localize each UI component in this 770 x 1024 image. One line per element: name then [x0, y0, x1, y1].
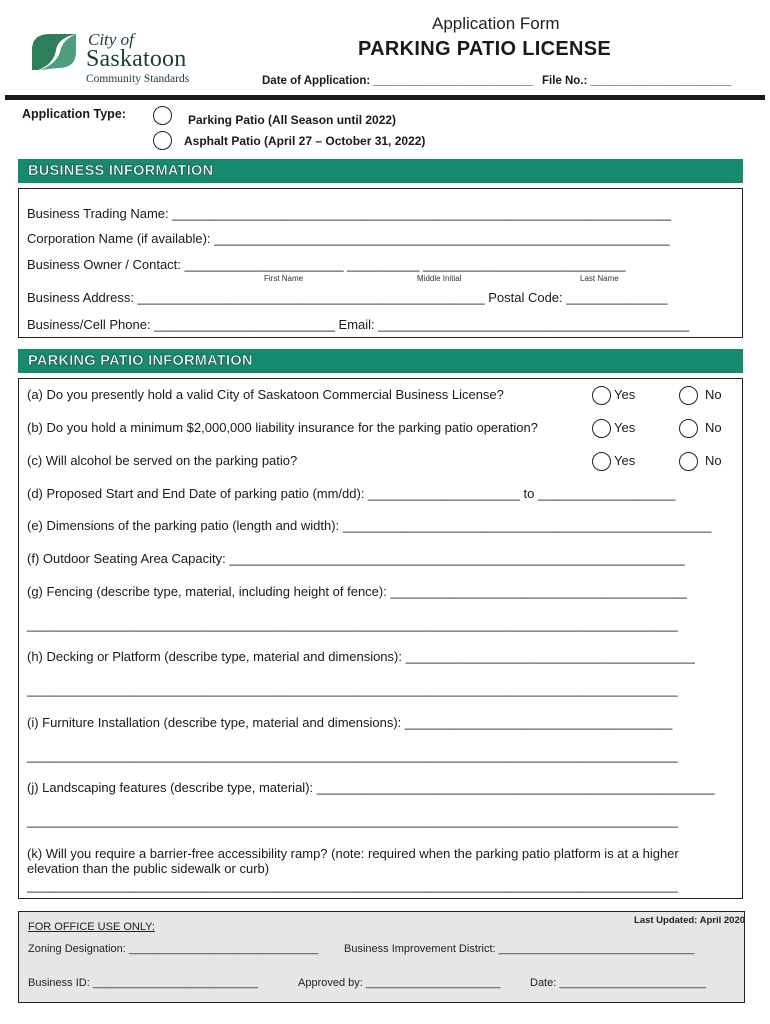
question-b-yes-label: Yes — [614, 420, 636, 435]
first-name-caption: First Name — [264, 274, 304, 283]
logo-city-of: City of — [88, 30, 134, 49]
question-i-field[interactable]: (i) Furniture Installation (describe type, material and dimensions): _____________________________________ — [27, 715, 673, 730]
parking-patio-information-heading: PARKING PATIO INFORMATION — [28, 353, 253, 369]
office-date-field[interactable]: Date: ________________________ — [530, 977, 707, 989]
office-use-heading: FOR OFFICE USE ONLY: — [28, 921, 155, 933]
form-kind: Application Form — [432, 14, 560, 33]
last-updated-note: Last Updated: April 2020 — [634, 915, 746, 926]
business-information-header — [18, 159, 743, 183]
business-address-field[interactable]: Business Address: ________________________________________________ Postal Code: ______________ — [27, 290, 668, 305]
question-b-no-radio[interactable] — [679, 419, 698, 438]
application-type-label: Application Type: — [22, 107, 126, 121]
city-swoosh-logo-icon — [28, 30, 80, 72]
business-id-field[interactable]: Business ID: ___________________________ — [28, 977, 258, 989]
question-g-extra-line[interactable]: __________________________________________________________________________________________ — [27, 617, 678, 632]
approved-by-field[interactable]: Approved by: ______________________ — [298, 977, 501, 989]
question-c-yes-radio[interactable] — [592, 452, 611, 471]
question-b-yes-radio[interactable] — [592, 419, 611, 438]
form-title: PARKING PATIO LICENSE — [358, 38, 611, 60]
question-a-no-radio[interactable] — [679, 386, 698, 405]
header-divider — [5, 95, 765, 100]
business-phone-email-field[interactable]: Business/Cell Phone: _________________________ Email: ___________________________________________ — [27, 317, 690, 332]
business-information-heading: BUSINESS INFORMATION — [28, 163, 214, 179]
question-k: (k) Will you require a barrier-free accessibility ramp? (note: required when the parking patio platform is at a higher — [27, 846, 679, 861]
question-f-field[interactable]: (f) Outdoor Seating Area Capacity: _______________________________________________________________ — [27, 551, 685, 566]
middle-initial-caption: Middle Initial — [417, 274, 462, 283]
question-i-extra-line[interactable]: __________________________________________________________________________________________ — [27, 748, 678, 763]
asphalt-patio-option-label: Asphalt Patio (April 27 – October 31, 2022) — [184, 134, 426, 148]
question-e-field[interactable]: (e) Dimensions of the parking patio (length and width): ___________________________________________________ — [27, 518, 712, 533]
question-a-yes-label: Yes — [614, 387, 636, 402]
file-number-field[interactable]: File No.: ______________________ — [542, 75, 732, 87]
parking-patio-option-label: Parking Patio (All Season until 2022) — [188, 113, 397, 127]
zoning-designation-field[interactable]: Zoning Designation: _______________________________ — [28, 943, 319, 955]
question-h-extra-line[interactable]: __________________________________________________________________________________________ — [27, 682, 678, 697]
question-a: (a) Do you presently hold a valid City of Saskatoon Commercial Business License? — [27, 387, 504, 402]
question-h-field[interactable]: (h) Decking or Platform (describe type, material and dimensions): ________________________________________ — [27, 649, 695, 664]
question-k-continued: elevation than the public sidewalk or curb) — [27, 861, 270, 876]
question-g-field[interactable]: (g) Fencing (describe type, material, including height of fence): _________________________________________ — [27, 584, 687, 599]
question-c: (c) Will alcohol be served on the parking patio? — [27, 453, 298, 468]
question-c-yes-label: Yes — [614, 453, 636, 468]
business-owner-field[interactable]: Business Owner / Contact: ______________________ __________ ____________________________ — [27, 257, 626, 272]
question-j-extra-line[interactable]: __________________________________________________________________________________________ — [27, 813, 678, 828]
logo-department: Community Standards — [86, 73, 190, 85]
question-a-yes-radio[interactable] — [592, 386, 611, 405]
question-b-no-label: No — [705, 420, 722, 435]
business-trading-name-field[interactable]: Business Trading Name: _____________________________________________________________________ — [27, 206, 672, 221]
question-b: (b) Do you hold a minimum $2,000,000 liability insurance for the parking patio operation? — [27, 420, 538, 435]
question-a-no-label: No — [705, 387, 722, 402]
question-k-answer-line[interactable]: __________________________________________________________________________________________ — [27, 878, 678, 893]
date-of-application-field[interactable]: Date of Application: _________________________ — [262, 75, 534, 87]
logo-saskatoon: Saskatoon — [86, 46, 187, 72]
parking-patio-radio[interactable] — [153, 106, 172, 125]
question-d-field[interactable]: (d) Proposed Start and End Date of parking patio (mm/dd): _____________________ to ___________________ — [27, 486, 676, 501]
business-improvement-district-field[interactable]: Business Improvement District: ________________________________ — [344, 943, 695, 955]
question-j-field[interactable]: (j) Landscaping features (describe type, material): _______________________________________________________ — [27, 780, 715, 795]
asphalt-patio-radio[interactable] — [153, 131, 172, 150]
parking-patio-information-header — [18, 349, 743, 373]
question-c-no-label: No — [705, 453, 722, 468]
question-c-no-radio[interactable] — [679, 452, 698, 471]
last-name-caption: Last Name — [580, 274, 619, 283]
corporation-name-field[interactable]: Corporation Name (if available): _______________________________________________________________ — [27, 231, 670, 246]
